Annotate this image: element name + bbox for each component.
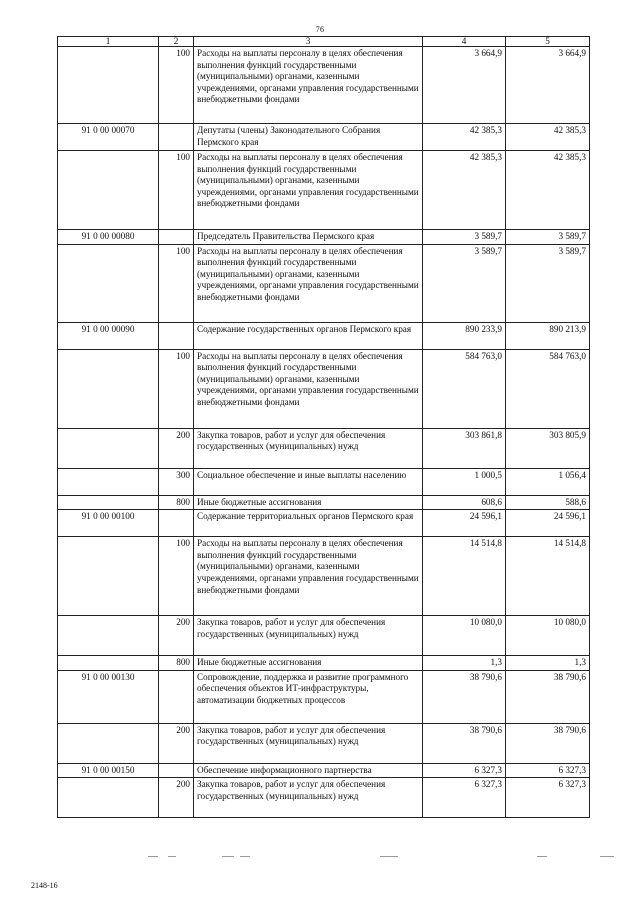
column-header-4: 4 bbox=[423, 37, 506, 47]
row-value-col5-cell: 24 596,1 bbox=[506, 510, 590, 537]
table-header-row bbox=[58, 37, 590, 47]
row-value-col4-cell: 6 327,3 bbox=[423, 763, 506, 778]
table-row bbox=[58, 495, 590, 510]
row-value-col4-cell: 24 596,1 bbox=[423, 510, 506, 537]
row-expense-type-cell bbox=[159, 230, 194, 245]
row-name-cell: Содержание государственных органов Пермского края bbox=[194, 322, 423, 349]
row-value-col4-cell: 6 327,3 bbox=[423, 778, 506, 818]
row-value-col5-cell: 890 213,9 bbox=[506, 322, 590, 349]
row-code-cell bbox=[58, 151, 159, 230]
row-value-col5-cell: 1,3 bbox=[506, 656, 590, 671]
row-name-cell: Закупка товаров, работ и услуг для обеспечения государственных (муниципальных) нужд bbox=[194, 778, 423, 818]
column-header-3: 3 bbox=[194, 37, 423, 47]
row-name-cell: Содержание территориальных органов Пермского края bbox=[194, 510, 423, 537]
row-value-col4-cell: 1,3 bbox=[423, 656, 506, 671]
row-value-col5-cell: 10 080,0 bbox=[506, 616, 590, 656]
table-row bbox=[58, 656, 590, 671]
row-value-col4-cell: 3 664,9 bbox=[423, 47, 506, 124]
row-expense-type-cell bbox=[159, 510, 194, 537]
row-code-cell bbox=[58, 47, 159, 124]
row-value-col5-cell: 584 763,0 bbox=[506, 349, 590, 428]
table-row bbox=[58, 468, 590, 495]
document-footer-code: 2148-16 bbox=[31, 881, 58, 890]
row-expense-type-cell: 800 bbox=[159, 656, 194, 671]
row-value-col5-cell: 3 589,7 bbox=[506, 230, 590, 245]
row-code-cell bbox=[58, 616, 159, 656]
column-header-1: 1 bbox=[58, 37, 159, 47]
row-code-cell: 91 0 00 00130 bbox=[58, 670, 159, 723]
row-code-cell: 91 0 00 00080 bbox=[58, 230, 159, 245]
row-value-col5-cell: 38 790,6 bbox=[506, 670, 590, 723]
row-name-cell: Сопровождение, поддержка и развитие программного обеспечения объектов ИТ-инфраструктуры, автоматизации бюджетных процессов bbox=[194, 670, 423, 723]
row-name-cell: Председатель Правительства Пермского края bbox=[194, 230, 423, 245]
row-expense-type-cell: 100 bbox=[159, 47, 194, 124]
row-expense-type-cell: 200 bbox=[159, 616, 194, 656]
table-row bbox=[58, 510, 590, 537]
table-row bbox=[58, 763, 590, 778]
row-value-col4-cell: 38 790,6 bbox=[423, 723, 506, 763]
table-row bbox=[58, 616, 590, 656]
row-code-cell bbox=[58, 428, 159, 468]
row-value-col5-cell: 6 327,3 bbox=[506, 778, 590, 818]
row-code-cell bbox=[58, 656, 159, 671]
row-expense-type-cell: 100 bbox=[159, 349, 194, 428]
row-name-cell: Иные бюджетные ассигнования bbox=[194, 495, 423, 510]
budget-table bbox=[57, 36, 590, 818]
row-value-col4-cell: 38 790,6 bbox=[423, 670, 506, 723]
scan-artifact-line bbox=[600, 856, 614, 857]
column-header-5: 5 bbox=[506, 37, 590, 47]
row-value-col5-cell: 42 385,3 bbox=[506, 151, 590, 230]
table-row bbox=[58, 537, 590, 616]
row-value-col4-cell: 1 000,5 bbox=[423, 468, 506, 495]
row-value-col5-cell: 3 589,7 bbox=[506, 244, 590, 322]
row-expense-type-cell: 200 bbox=[159, 428, 194, 468]
table-row bbox=[58, 151, 590, 230]
table-row bbox=[58, 124, 590, 151]
row-expense-type-cell: 100 bbox=[159, 537, 194, 616]
table-row bbox=[58, 778, 590, 818]
row-name-cell: Расходы на выплаты персоналу в целях обеспечения выполнения функций государственными (муниципальными) органами, казенными учреждениями, органами управления государственными внебюджетными фондами bbox=[194, 151, 423, 230]
row-value-col5-cell: 6 327,3 bbox=[506, 763, 590, 778]
row-code-cell: 91 0 00 00150 bbox=[58, 763, 159, 778]
row-name-cell: Расходы на выплаты персоналу в целях обеспечения выполнения функций государственными (муниципальными) органами, казенными учреждениями, органами управления государственными внебюджетными фондами bbox=[194, 47, 423, 124]
row-value-col4-cell: 3 589,7 bbox=[423, 244, 506, 322]
row-code-cell bbox=[58, 723, 159, 763]
row-value-col4-cell: 42 385,3 bbox=[423, 151, 506, 230]
row-code-cell bbox=[58, 537, 159, 616]
row-code-cell bbox=[58, 495, 159, 510]
page-number: 76 bbox=[315, 25, 325, 34]
table-row bbox=[58, 723, 590, 763]
row-name-cell: Закупка товаров, работ и услуг для обеспечения государственных (муниципальных) нужд bbox=[194, 428, 423, 468]
row-value-col4-cell: 10 080,0 bbox=[423, 616, 506, 656]
table-row bbox=[58, 670, 590, 723]
row-value-col4-cell: 584 763,0 bbox=[423, 349, 506, 428]
row-value-col4-cell: 608,6 bbox=[423, 495, 506, 510]
column-header-2: 2 bbox=[159, 37, 194, 47]
table-row bbox=[58, 47, 590, 124]
row-expense-type-cell bbox=[159, 322, 194, 349]
row-code-cell bbox=[58, 349, 159, 428]
row-expense-type-cell bbox=[159, 124, 194, 151]
scan-artifact-line bbox=[380, 856, 398, 857]
row-name-cell: Иные бюджетные ассигнования bbox=[194, 656, 423, 671]
scan-artifact-line bbox=[168, 856, 176, 857]
scan-artifact-line bbox=[148, 856, 158, 857]
row-code-cell bbox=[58, 468, 159, 495]
row-value-col5-cell: 14 514,8 bbox=[506, 537, 590, 616]
row-expense-type-cell: 100 bbox=[159, 151, 194, 230]
row-expense-type-cell: 200 bbox=[159, 723, 194, 763]
table-row bbox=[58, 322, 590, 349]
table-row bbox=[58, 349, 590, 428]
row-name-cell: Расходы на выплаты персоналу в целях обеспечения выполнения функций государственными (муниципальными) органами, казенными учреждениями, органами управления государственными внебюджетными фондами bbox=[194, 537, 423, 616]
table-row bbox=[58, 230, 590, 245]
row-value-col4-cell: 3 589,7 bbox=[423, 230, 506, 245]
scan-artifact-line bbox=[222, 856, 234, 857]
row-expense-type-cell bbox=[159, 763, 194, 778]
row-value-col4-cell: 890 233,9 bbox=[423, 322, 506, 349]
row-expense-type-cell: 100 bbox=[159, 244, 194, 322]
row-value-col5-cell: 1 056,4 bbox=[506, 468, 590, 495]
row-code-cell bbox=[58, 244, 159, 322]
row-name-cell: Социальное обеспечение и иные выплаты населению bbox=[194, 468, 423, 495]
row-value-col5-cell: 303 805,9 bbox=[506, 428, 590, 468]
row-value-col5-cell: 588,6 bbox=[506, 495, 590, 510]
row-name-cell: Закупка товаров, работ и услуг для обеспечения государственных (муниципальных) нужд bbox=[194, 616, 423, 656]
row-value-col5-cell: 3 664,9 bbox=[506, 47, 590, 124]
scan-artifact-line bbox=[240, 856, 250, 857]
row-expense-type-cell: 800 bbox=[159, 495, 194, 510]
row-name-cell: Закупка товаров, работ и услуг для обеспечения государственных (муниципальных) нужд bbox=[194, 723, 423, 763]
row-value-col5-cell: 38 790,6 bbox=[506, 723, 590, 763]
row-code-cell bbox=[58, 778, 159, 818]
row-name-cell: Расходы на выплаты персоналу в целях обеспечения выполнения функций государственными (муниципальными) органами, казенными учреждениями, органами управления государственными внебюджетными фондами bbox=[194, 349, 423, 428]
row-expense-type-cell: 300 bbox=[159, 468, 194, 495]
row-expense-type-cell bbox=[159, 670, 194, 723]
row-value-col4-cell: 14 514,8 bbox=[423, 537, 506, 616]
row-code-cell: 91 0 00 00070 bbox=[58, 124, 159, 151]
row-expense-type-cell: 200 bbox=[159, 778, 194, 818]
row-value-col5-cell: 42 385,3 bbox=[506, 124, 590, 151]
row-name-cell: Обеспечение информационного партнерства bbox=[194, 763, 423, 778]
row-value-col4-cell: 42 385,3 bbox=[423, 124, 506, 151]
row-code-cell: 91 0 00 00100 bbox=[58, 510, 159, 537]
scan-artifact-line bbox=[537, 856, 547, 857]
row-name-cell: Расходы на выплаты персоналу в целях обеспечения выполнения функций государственными (муниципальными) органами, казенными учреждениями, органами управления государственными внебюджетными фондами bbox=[194, 244, 423, 322]
row-name-cell: Депутаты (члены) Законодательного Собрания Пермского края bbox=[194, 124, 423, 151]
row-code-cell: 91 0 00 00090 bbox=[58, 322, 159, 349]
row-value-col4-cell: 303 861,8 bbox=[423, 428, 506, 468]
table-row bbox=[58, 244, 590, 322]
table-row bbox=[58, 428, 590, 468]
